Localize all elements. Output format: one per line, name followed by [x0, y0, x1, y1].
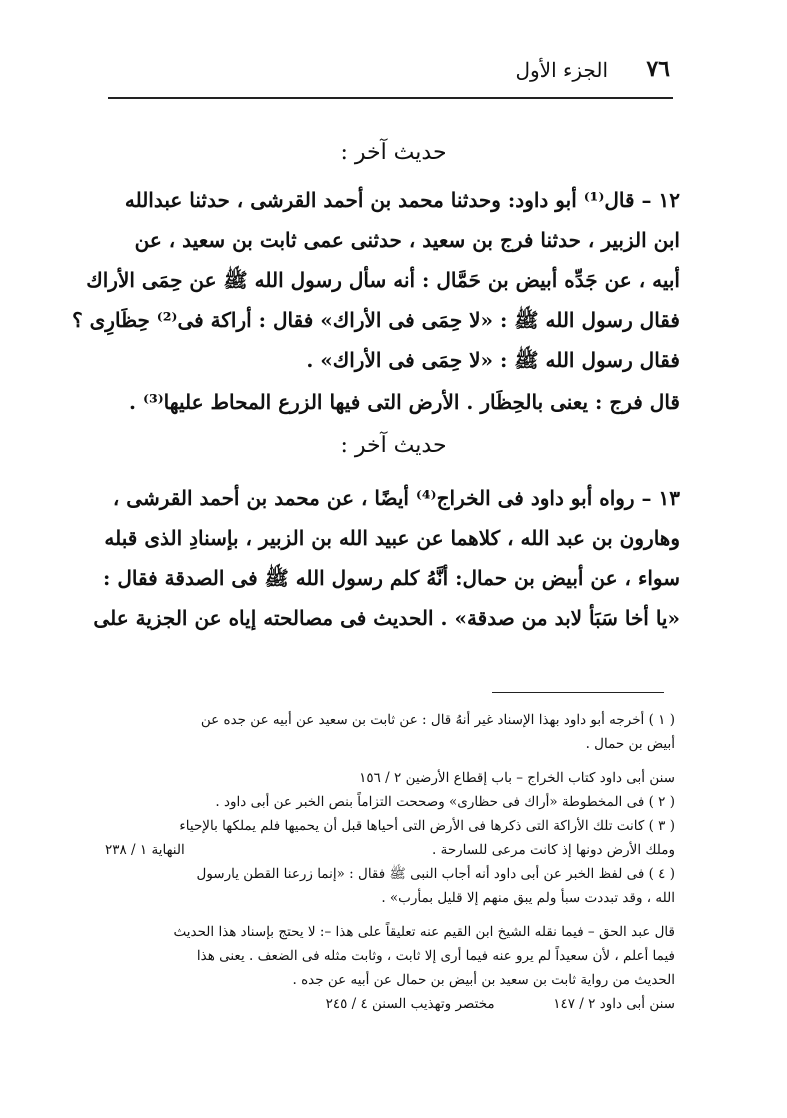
running-title: الجزء الأول [515, 58, 608, 82]
abdulhaq-line-1: قال عبد الحق – فيما نقله الشيخ ابن القيم عنه تعليقاً على هذا –: لا يحتج بإسناد هذا الحديث [173, 924, 675, 940]
reference-sunan: سنن أبى داود ٢ / ١٤٧ [553, 996, 675, 1012]
footnote-4-line-1: ( ٤ ) فى لفظ الخبر عن أبى داود أنه أجاب النبى ﷺ فقال : «إنما زرعنا القطن يارسول [196, 866, 675, 882]
footnote-4-line-2: الله ، وقد تبددت سبأ ولم يبق منهم إلا قليل بمأرب» . [381, 890, 675, 906]
section-heading-2: حديث آخر : [340, 433, 447, 458]
abdulhaq-line-3: الحديث من رواية ثابت بن سعيد بن أبيض بن حمال عن أبيه عن جده . [292, 972, 675, 988]
hadith-12-paragraph [72, 180, 680, 380]
hadith-13-paragraph [93, 478, 680, 638]
hadith-12-line-4: فقال رسول الله ﷺ : «لا حِمَى فى الأراك» فقال : أراكة فى⁽²⁾ حِظَارِى ؟ [72, 308, 680, 332]
footnotes-block [105, 708, 675, 1016]
header-rule [108, 97, 673, 99]
footnote-2: ( ٢ ) فى المخطوطة «أراك فى حظارى» وصححت التزاماً بنص الخبر عن أبى داود . [215, 794, 675, 810]
abdulhaq-line-2: فيما أعلم ، لأن سعيداً لم يرو عنه فيما أرى إلا ثابت ، وثابت مثله فى الضعف . يعنى هذا [196, 948, 675, 964]
footnote-1-line-1: ( ١ ) أخرجه أبو داود بهذا الإسناد غير أنهُ قال : عن ثابت بن سعيد عن أبيه عن جده عن [200, 712, 675, 728]
hadith-12-line-2: ابن الزبير ، حدثنا فرج بن سعيد ، حدثنى عمى ثابت بن سعيد ، عن [134, 228, 680, 252]
footnote-3-reference: النهاية ١ / ٢٣٨ [105, 842, 185, 858]
hadith-12-line-5: فقال رسول الله ﷺ : «لا حِمَى فى الأراك» . [306, 348, 680, 372]
hadith-13-line-4: «يا أخا سَبَأ لابد من صدقة» . الحديث فى مصالحته إياه عن الجزية على [93, 606, 680, 630]
page-number: ٧٦ [646, 56, 670, 82]
footnote-3-line-1: ( ٣ ) كانت تلك الأراكة التى ذكرها فى الأرض التى أحياها قبل أن يحميها فلم يملكها بالإحياء [179, 818, 675, 834]
faraj-explanation [100, 382, 680, 422]
footnote-1-line-2: أبيض بن حمال . [585, 736, 675, 752]
hadith-12-line-3: أبيه ، عن جَدِّه أبيض بن حَمَّال : أنه سأل رسول الله ﷺ عن حِمَى الأراك [86, 268, 680, 292]
hadith-13-line-1: ١٣ – رواه أبو داود فى الخراج⁽⁴⁾ أيضًا ، عن محمد بن أحمد القرشى ، [112, 486, 680, 510]
footnote-1-reference: سنن أبى داود كتاب الخراج – باب إقطاع الأرضين ٢ / ١٥٦ [359, 770, 675, 786]
hadith-13-line-2: وهارون بن عبد الله ، كلاهما عن عبيد الله بن الزبير ، بإسنادِ الذى قبله [104, 526, 680, 550]
faraj-line: قال فرج : يعنى بالحِظَار . الأرض التى فيها الزرع المحاط عليها⁽³⁾ . [129, 390, 680, 414]
footnote-3-line-2-row [105, 838, 675, 862]
footnote-3-line-2: وملك الأرض دونها إذ كانت مرعى للسارحة . [432, 842, 675, 858]
section-heading-1: حديث آخر : [340, 140, 447, 165]
page-header [110, 56, 670, 92]
hadith-12-line-1: ١٢ – قال⁽¹⁾ أبو داود: وحدثنا محمد بن أحمد القرشى ، حدثنا عبدالله [124, 188, 680, 212]
footnote-separator [492, 692, 664, 693]
reference-mukhtasar: مختصر وتهذيب السنن ٤ / ٢٤٥ [325, 996, 495, 1012]
references-row [105, 992, 675, 1016]
hadith-13-line-3: سواء ، عن أبيض بن حمال: أنَّهُ كلم رسول الله ﷺ فى الصدقة فقال : [103, 566, 680, 590]
